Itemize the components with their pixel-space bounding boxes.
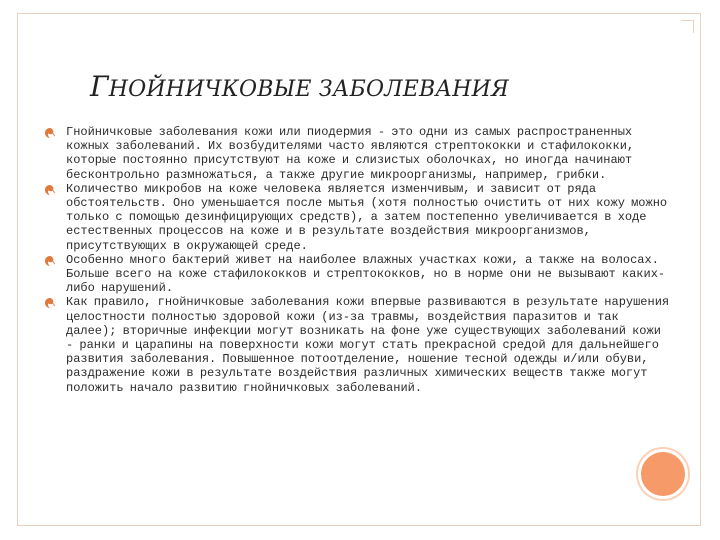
fleuron-bullet-icon <box>44 184 56 196</box>
bullet-text: Гнойничковые заболевания кожи или пиодермия - это одни из самых распространенных кожных заболеваний. Их возбудителями часто являются стрептококки и стафилококки, которые постоянно присутствуют на коже и слизистых оболочках, но иногда начинают бесконтрольно размножаться, а также другие микроорганизмы, например, грибки. <box>66 125 635 182</box>
page-corner-fold <box>681 20 694 33</box>
fleuron-bullet-icon <box>44 255 56 267</box>
bullet-item <box>44 182 674 253</box>
title-first-letter: Г <box>90 70 109 103</box>
bullet-item <box>44 295 674 394</box>
orange-circle-icon <box>638 449 688 499</box>
title-rest: НОЙНИЧКОВЫЕ ЗАБОЛЕВАНИЯ <box>108 77 510 102</box>
bullet-item <box>44 253 674 296</box>
fleuron-bullet-icon <box>44 127 56 139</box>
bullet-list <box>44 125 674 395</box>
fleuron-bullet-icon <box>44 297 56 309</box>
bullet-text: Количество микробов на коже человека является изменчивым, и зависит от ряда обстоятельств. Оно уменьшается после мытья (хотя полностью очистить от них кожу можно только с помощью дезинфицирующих средств), а затем постепенно увеличивается в ходе естественных процессов на коже и в результате воздействия микроорганизмов, присутствующих в окружающей среде. <box>66 181 668 253</box>
bullet-item <box>44 125 674 182</box>
slide-title <box>90 70 690 103</box>
bullet-text: Особенно много бактерий живет на наиболее влажных участках кожи, а также на волосах. Больше всего на коже стафилококков и стрептококков, но в норме они не вызывают каких-либо нарушений. <box>66 252 666 296</box>
bullet-text: Как правило, гнойничковые заболевания кожи впервые развиваются в результате нарушения целостности полностью здоровой кожи (из-за травмы, воздействия паразитов и так далее); вторичные инфекции могут возникать на фоне уже существующих заболеваний кожи - ранки и царапины на поверхности кожи могут стать прекрасной средой для дальнейшего развития заболевания. Повышенное потоотделение, ношение тесной одежды и/или обуви, раздражение кожи в результате воздействия различных химических веществ также могут положить начало развитию гнойничковых заболеваний. <box>66 295 670 395</box>
